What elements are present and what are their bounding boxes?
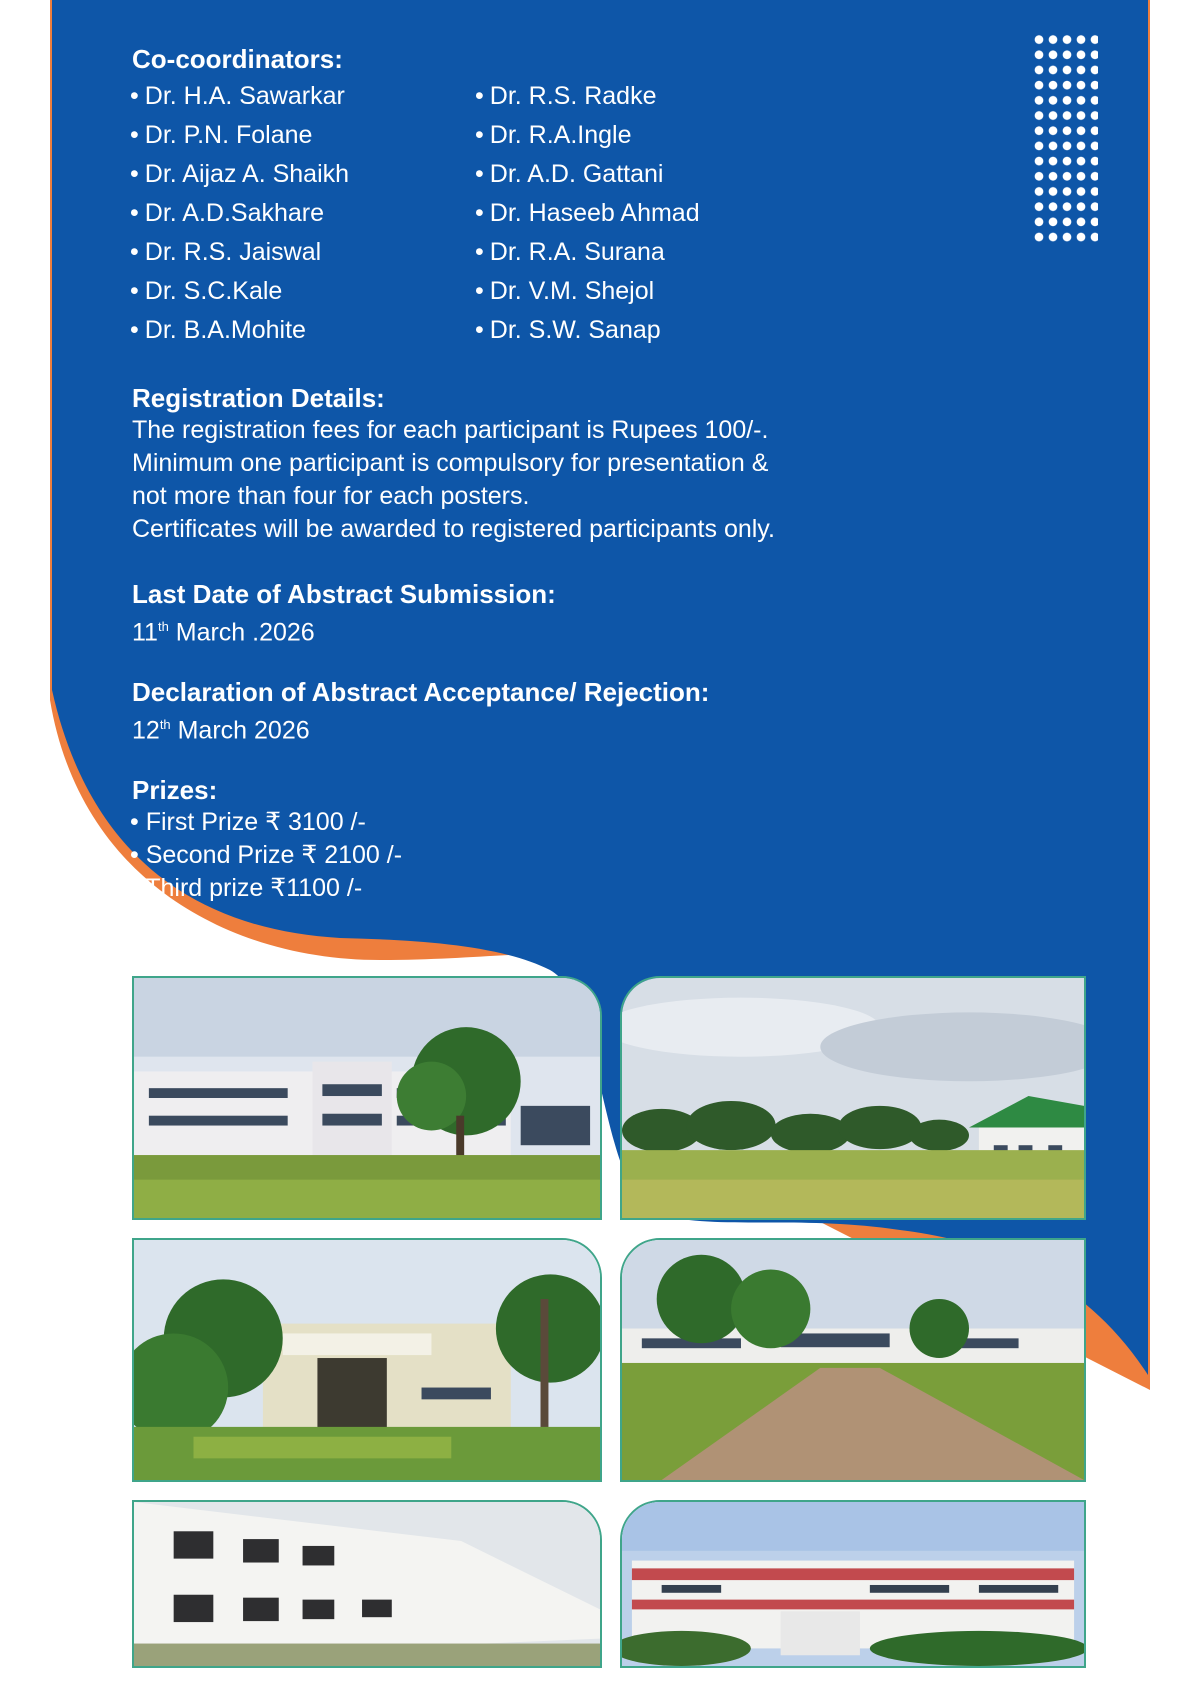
abstract-declaration-heading: Declaration of Abstract Acceptance/ Rejection: [132, 677, 710, 707]
list-item: • Dr. H.A. Sawarkar [130, 77, 349, 116]
co-coordinators-right-list [475, 77, 700, 350]
abstract-submission-heading: Last Date of Abstract Submission: [132, 579, 556, 609]
prize-item: • Second Prize ₹ 2100 /- [130, 841, 403, 869]
prizes-heading: Prizes: [132, 775, 218, 805]
abstract-submission-date [132, 610, 315, 649]
date-suffix: th [159, 717, 171, 732]
co-coordinators-left-list [130, 77, 349, 350]
campus-photo-red-building [620, 1500, 1086, 1668]
list-item: • Dr. R.S. Radke [475, 77, 700, 116]
list-item: • Dr. V.M. Shejol [475, 272, 700, 311]
campus-photo-main-building [132, 976, 602, 1220]
registration-line: not more than four for each posters. [132, 482, 530, 510]
list-item: • Dr. R.A.Ingle [475, 116, 700, 155]
date-day: 12 [132, 716, 160, 745]
registration-line: Minimum one participant is compulsory for presentation & [132, 449, 769, 477]
list-item: • Dr. B.A.Mohite [130, 311, 349, 350]
registration-heading: Registration Details: [132, 383, 385, 413]
list-item: • Dr. A.D. Gattani [475, 155, 700, 194]
prize-item: • Third prize ₹1100 /- [130, 874, 363, 902]
decorative-dot-grid [1032, 32, 1098, 246]
prize-item: • First Prize ₹ 3100 /- [130, 808, 366, 836]
registration-line: Certificates will be awarded to registered participants only. [132, 515, 775, 543]
list-item: • Dr. R.S. Jaiswal [130, 233, 349, 272]
list-item: • Dr. R.A. Surana [475, 233, 700, 272]
registration-line: The registration fees for each participant is Rupees 100/-. [132, 416, 769, 444]
date-suffix: th [157, 619, 169, 634]
co-coordinators-heading: Co-coordinators: [132, 44, 343, 74]
list-item: • Dr. S.C.Kale [130, 272, 349, 311]
list-item: • Dr. Haseeb Ahmad [475, 194, 700, 233]
list-item: • Dr. P.N. Folane [130, 116, 349, 155]
date-rest: March .2026 [168, 618, 315, 647]
list-item: • Dr. S.W. Sanap [475, 311, 700, 350]
campus-photo-white-building [132, 1500, 602, 1668]
date-rest: March 2026 [170, 716, 310, 745]
date-day: 11 [132, 618, 158, 647]
campus-photo-entrance-palms [132, 1238, 602, 1482]
list-item: • Dr. Aijaz A. Shaikh [130, 155, 349, 194]
list-item: • Dr. A.D.Sakhare [130, 194, 349, 233]
abstract-declaration-date [132, 708, 310, 747]
campus-photo-road [620, 1238, 1086, 1482]
campus-photo-open-ground [620, 976, 1086, 1220]
